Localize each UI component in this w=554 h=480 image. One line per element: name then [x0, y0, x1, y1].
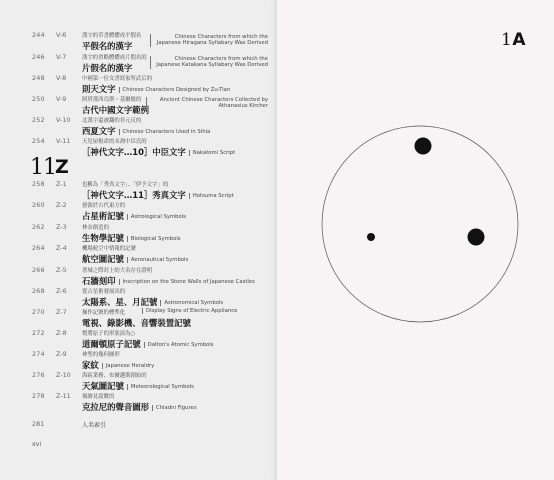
entry-subtitle: 著城之際封上的大名存在證明 — [82, 268, 153, 274]
entry-english: Chinese Characters Used in Sihia — [119, 129, 211, 135]
entry-code: Z-4 — [56, 244, 67, 252]
entry-code: Z-8 — [56, 329, 67, 337]
section-number: 11 — [30, 155, 56, 180]
entry-subtitle: 描繪見說數的 — [82, 394, 115, 400]
entry-title-text: 太陽系、星、月記號 — [82, 297, 158, 307]
entry-title — [82, 125, 210, 137]
entry-code: V-11 — [56, 137, 71, 145]
entry-subtitle: 天兒屋根命的末裔中臣氏的 — [82, 139, 147, 145]
entry-title: 古代中國文字範例 — [82, 105, 149, 115]
entry-code: V-9 — [56, 95, 67, 103]
entry-title — [82, 338, 214, 350]
entry-title — [82, 275, 255, 287]
entry-subtitle: 從古星術發展出的 — [82, 289, 126, 295]
entry-english: Hotsuma Script — [189, 193, 234, 199]
entry-code: Z-1 — [56, 180, 67, 188]
entry-subtitle: 發源於古代東方的 — [82, 203, 126, 209]
entry-title — [82, 380, 194, 392]
entry-english: Chinese Characters from which the Japanese Hiragana Syllabary Was Derived — [150, 34, 268, 47]
entry-code: V-6 — [56, 31, 67, 39]
entry-title: 片假名的漢字 — [82, 63, 133, 73]
entry-english: Ancient Chinese Characters Collected by Athanasius Kircher — [146, 97, 268, 110]
section-folio-letter: A — [512, 30, 526, 50]
entry-subtitle: 漢字的草書體體成平假名 — [82, 33, 142, 39]
entry-title-text: 西夏文字 — [82, 126, 116, 136]
entry-subtitle: 阿塔那西烏斯・基爾歇的 — [82, 97, 142, 103]
entry-code: Z-10 — [56, 371, 71, 379]
entry-english: Inscription on the Stone Walls of Japanese Castles — [119, 279, 255, 285]
circle-diagram — [320, 124, 520, 324]
entry-code: Z-5 — [56, 266, 67, 274]
entry-page: 248 — [32, 74, 45, 82]
entry-title: 平假名的漢字 — [82, 41, 133, 51]
entry-title-text: 克拉尼的聲音圖形 — [82, 402, 149, 412]
entry-title — [82, 83, 230, 95]
entry-page: 262 — [32, 223, 45, 231]
index-page: 281 — [32, 420, 45, 428]
entry-subtitle: 林奈創造的 — [82, 225, 109, 231]
entry-title — [82, 189, 234, 201]
entry-english: Nakatomi Script — [189, 150, 235, 156]
entry-page: 244 — [32, 31, 45, 39]
entry-english: Chladni Figures — [152, 405, 197, 411]
entry-subtitle: 海區業務、布爾邁斯創始的 — [82, 373, 147, 379]
entry-code: Z-3 — [56, 223, 67, 231]
entry-page: 268 — [32, 287, 45, 295]
entry-english: Meteorological Symbols — [127, 384, 194, 390]
entry-english: Chinese Characters from which the Japanese Katakana Syllabary Was Derived — [150, 56, 268, 69]
entry-title — [82, 146, 235, 158]
entry-title-text: 生物學記號 — [82, 233, 124, 243]
entry-subtitle: 神聖的幾何圖形 — [82, 352, 120, 358]
entry-english: Biological Symbols — [127, 236, 181, 242]
entry-subtitle: 操作記號的標準化 — [82, 310, 126, 316]
entry-title-text: 天氣圖記號 — [82, 381, 124, 391]
entry-page: 250 — [32, 95, 45, 103]
entry-title — [82, 232, 181, 244]
entry-title — [82, 210, 186, 222]
outer-circle — [322, 126, 518, 322]
entry-page: 252 — [32, 116, 45, 124]
entry-page: 266 — [32, 266, 45, 274]
entry-subtitle: 漢字的省略體體成片假名的 — [82, 55, 147, 61]
entry-title: 電視、錄影機、音響裝置記號 — [82, 318, 191, 328]
entry-subtitle: 中國第一位女書寫家所武后的 — [82, 76, 153, 82]
entry-title — [82, 253, 188, 265]
entry-page: 272 — [32, 329, 45, 337]
large-dot-top — [415, 138, 432, 155]
entry-page: 246 — [32, 53, 45, 61]
entry-title — [82, 359, 154, 371]
entry-english: Japanese Heraldry — [102, 363, 155, 369]
entry-subtitle: 也稱為「秀真文字」、「伊予文字」的 — [82, 182, 169, 188]
index-label: 人名索引 — [82, 422, 107, 429]
entry-english: Chinese Characters Designed by Zu-Tian — [119, 87, 231, 93]
entry-page: 260 — [32, 201, 45, 209]
entry-title-text: 石牆刻印 — [82, 276, 116, 286]
entry-title-text: 家紋 — [82, 360, 99, 370]
entry-title — [82, 296, 223, 308]
entry-english: Display Signs of Electric Appliance — [142, 308, 268, 314]
entry-page: 270 — [32, 308, 45, 316]
entry-page: 276 — [32, 371, 45, 379]
entry-page: 258 — [32, 180, 45, 188]
entry-title-text: 則天文字 — [82, 84, 116, 94]
entry-english: Astronomical Symbols — [160, 300, 223, 306]
entry-page: 254 — [32, 137, 45, 145]
entry-code: Z-6 — [56, 287, 67, 295]
section-folio-number: 1 — [501, 30, 513, 50]
entry-code: Z-2 — [56, 201, 67, 209]
entry-code: Z-9 — [56, 350, 67, 358]
entry-english: Astrological Symbols — [127, 214, 186, 220]
entry-title-text: ［神代文字…11］秀真文字 — [82, 190, 186, 200]
entry-page: 278 — [32, 392, 45, 400]
entry-english: Aeronautical Symbols — [127, 257, 188, 263]
entry-title-text: 占星術記號 — [82, 211, 124, 221]
entry-page: 264 — [32, 244, 45, 252]
entry-subtitle: 機場航空中情報的記號 — [82, 246, 136, 252]
section-folio — [501, 30, 526, 50]
small-dot-left — [367, 233, 375, 241]
entry-code: V-8 — [56, 74, 67, 82]
entry-title-text: 道爾頓原子記號 — [82, 339, 141, 349]
entry-subtitle: 北漢字還被翻的非元反的 — [82, 118, 142, 124]
entry-code: V-7 — [56, 53, 67, 61]
entry-title-text: ［神代文字…10］中臣文字 — [82, 147, 186, 157]
page-folio: xvi — [32, 441, 42, 448]
entry-title — [82, 401, 197, 413]
entry-page: 274 — [32, 350, 45, 358]
entry-english: Dalton's Atomic Symbols — [144, 342, 214, 348]
section-letter: Z — [55, 156, 69, 178]
entry-code: Z-11 — [56, 392, 71, 400]
entry-title-text: 航空圖記號 — [82, 254, 124, 264]
entry-subtitle: 製將原子的形狀演為○ — [82, 331, 136, 337]
entry-code: Z-7 — [56, 308, 67, 316]
entry-code: V-10 — [56, 116, 71, 124]
large-dot-right — [468, 229, 485, 246]
